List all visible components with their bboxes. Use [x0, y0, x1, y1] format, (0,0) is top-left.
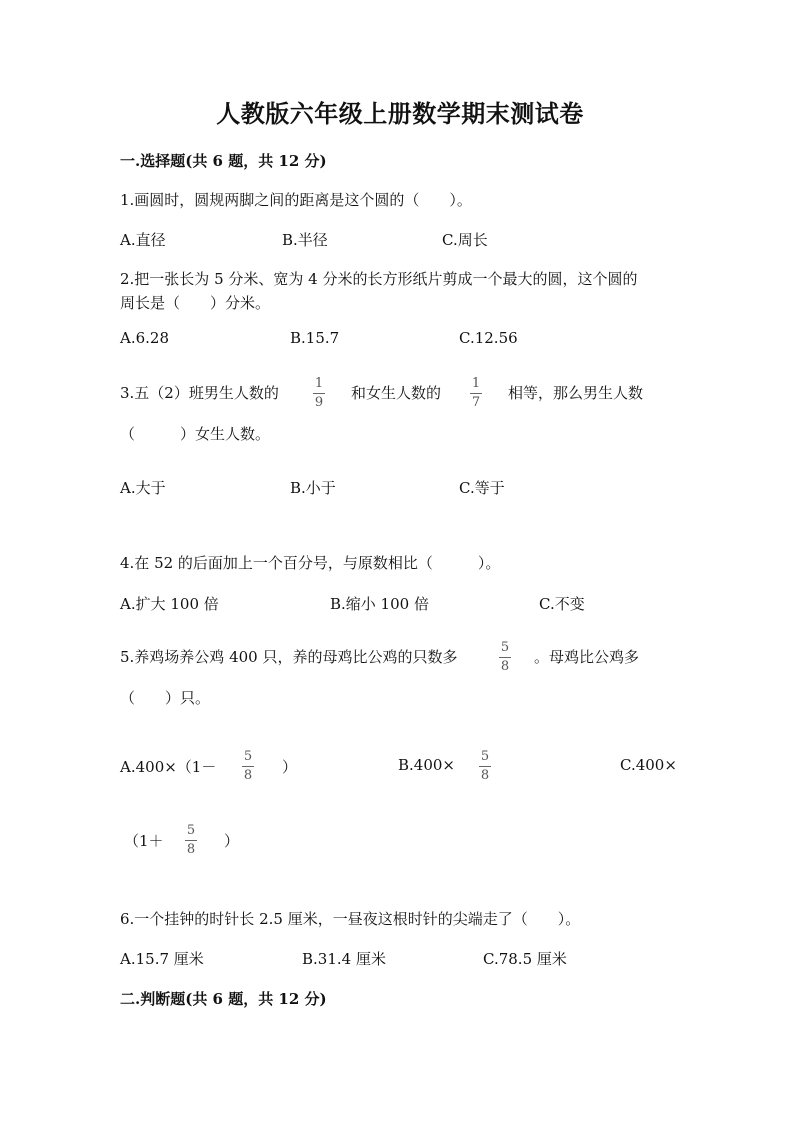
question-1-text: 1.画圆时，圆规两脚之间的距离是这个圆的（ ）。 — [120, 191, 472, 209]
question-4-text: 4.在 52 的后面加上一个百分号，与原数相比（ ）。 — [120, 554, 501, 572]
page-title: 人教版六年级上册数学期末测试卷 — [216, 99, 584, 128]
fraction-bar — [470, 393, 482, 394]
fraction-denominator: 8 — [186, 842, 196, 857]
question-2-option-b: B.15.7 — [290, 329, 340, 347]
fraction-bar — [242, 766, 254, 767]
question-5-option-c-suffix: ） — [224, 832, 240, 850]
question-1-option-c: C.周长 — [442, 231, 488, 249]
question-2-option-c: C.12.56 — [459, 329, 518, 347]
fraction-denominator: 8 — [500, 659, 510, 674]
question-6-option-a: A.15.7 厘米 — [120, 950, 204, 968]
question-5-option-a-prefix: A.400×（1－ — [120, 758, 217, 776]
fraction-numerator: 5 — [186, 823, 196, 838]
question-1-option-a: A.直径 — [120, 231, 166, 249]
question-2-option-a: A.6.28 — [120, 329, 169, 347]
question-5-fraction — [497, 641, 513, 674]
question-6-option-c: C.78.5 厘米 — [483, 950, 567, 968]
question-6-text: 6.一个挂钟的时针长 2.5 厘米，一昼夜这根时针的尖端走了（ ）。 — [120, 910, 581, 928]
question-5-option-c-continuation: （1＋ — [124, 832, 164, 850]
fraction-denominator: 7 — [471, 395, 481, 410]
question-5-part-1: 5.养鸡场养公鸡 400 只，养的母鸡比公鸡的只数多 — [120, 648, 458, 666]
question-5-part-2: 。母鸡比公鸡多 — [534, 648, 640, 666]
question-5-option-b-prefix: B.400× — [398, 756, 455, 774]
question-3-part-1: 3.五（2）班男生人数的 — [120, 384, 279, 402]
question-1-option-b: B.半径 — [282, 231, 328, 249]
fraction-bar — [479, 766, 491, 767]
question-2-line-1: 2.把一张长为 5 分米、宽为 4 分米的长方形纸片剪成一个最大的圆，这个圆的 — [120, 270, 638, 288]
fraction-numerator: 5 — [243, 749, 253, 764]
fraction-bar — [313, 393, 325, 394]
section-heading-choice: 一.选择题(共 6 题，共 12 分) — [120, 152, 327, 170]
question-2-line-2: 周长是（ ）分米。 — [120, 294, 271, 312]
question-3-option-a: A.大于 — [120, 479, 166, 497]
question-3-part-3: 相等，那么男生人数 — [508, 384, 644, 402]
fraction-denominator: 8 — [243, 768, 253, 783]
question-3-fraction-2 — [468, 377, 484, 410]
question-3-fraction-1 — [311, 377, 327, 410]
question-3-option-b: B.小于 — [290, 479, 336, 497]
question-4-option-b: B.缩小 100 倍 — [330, 595, 429, 613]
section-heading-true-false: 二.判断题(共 6 题，共 12 分) — [120, 990, 327, 1008]
fraction-denominator: 9 — [314, 395, 324, 410]
fraction-bar — [185, 840, 197, 841]
fraction-numerator: 5 — [500, 640, 510, 655]
question-5-line-2: （ ）只。 — [120, 689, 211, 707]
question-3-line-2: （ ）女生人数。 — [120, 425, 271, 443]
question-3-part-2: 和女生人数的 — [351, 384, 442, 402]
fraction-bar — [499, 657, 511, 658]
question-4-option-a: A.扩大 100 倍 — [120, 595, 219, 613]
question-5-option-b-fraction — [477, 750, 493, 783]
question-5-option-c-prefix: C.400× — [620, 756, 677, 774]
question-5-option-c-fraction — [183, 824, 199, 857]
question-6-option-b: B.31.4 厘米 — [302, 950, 386, 968]
question-5-option-a-fraction — [240, 750, 256, 783]
question-3-option-c: C.等于 — [459, 479, 505, 497]
question-5-option-a-suffix: ） — [282, 758, 298, 776]
fraction-numerator: 1 — [314, 376, 324, 391]
fraction-numerator: 5 — [480, 749, 490, 764]
question-4-option-c: C.不变 — [539, 595, 585, 613]
fraction-denominator: 8 — [480, 768, 490, 783]
fraction-numerator: 1 — [471, 376, 481, 391]
